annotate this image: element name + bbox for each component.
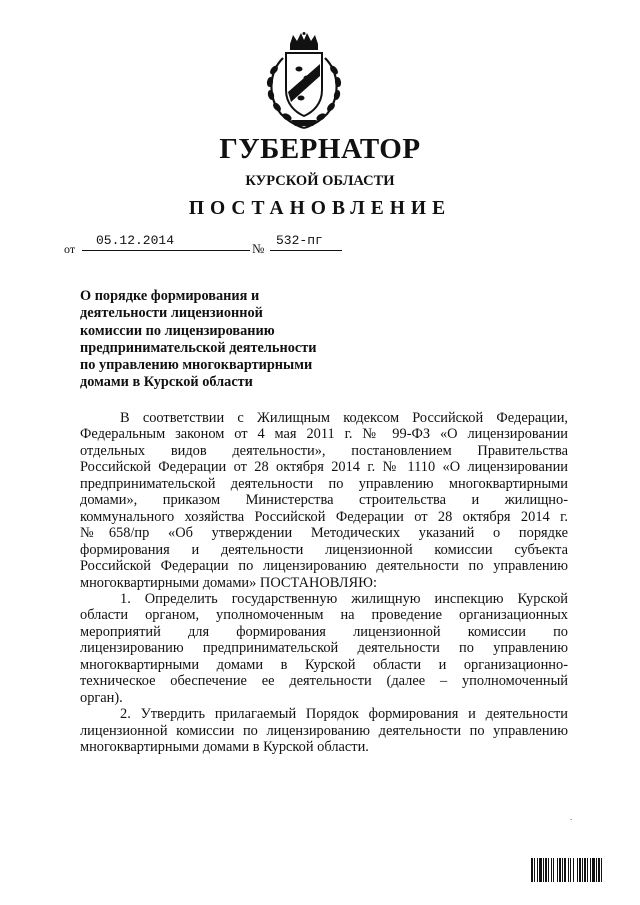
subject-line: О порядке формирования и xyxy=(80,288,260,304)
barcode-bar xyxy=(553,858,554,882)
barcode-bar xyxy=(598,858,600,882)
body-line: многоквартирными домами в Курской области и организационно- xyxy=(80,656,568,673)
number-sign: № xyxy=(252,241,265,256)
body-line: Российской Федерации от 28 октября 2014 г. № 1110 «О лицензировании xyxy=(80,459,568,476)
barcode-bar xyxy=(548,858,549,882)
body-line: 2. Утвердить прилагаемый Порядок формирования и деятельности xyxy=(120,706,568,723)
barcode-bar xyxy=(539,858,542,882)
barcode-bar xyxy=(584,858,586,882)
body-line: области органом, уполномоченным на проведение организационных xyxy=(80,607,568,624)
subject-line: комиссии по лицензированию xyxy=(80,322,275,339)
body-line: предпринимательской деятельности по управлению многоквартирными xyxy=(80,475,568,492)
barcode-bar xyxy=(557,858,558,882)
barcode-bar xyxy=(534,858,535,882)
document-title: ГУБЕРНАТОР xyxy=(219,133,421,165)
barcode-bar xyxy=(537,858,538,882)
body-line: техническое обеспечение ее деятельности (далее – уполномоченный xyxy=(80,673,568,690)
body-line: домами», приказом Министерства строительства и жилищно- xyxy=(80,492,568,509)
body-line: многоквартирными домами» ПОСТАНОВЛЯЮ: xyxy=(80,574,377,591)
barcode-bar xyxy=(559,858,561,882)
margin-mark: . xyxy=(570,812,573,822)
date-from-label: от xyxy=(64,242,76,256)
body-line: лицензионной комиссии по лицензированию деятельности по управлению xyxy=(80,722,568,739)
barcode-bar xyxy=(551,858,552,882)
body-line: отдельных видов деятельности», постановлением Правительства xyxy=(80,442,568,459)
date-number-line xyxy=(64,233,364,263)
document-body xyxy=(80,410,568,756)
coat-of-arms-emblem xyxy=(263,32,345,132)
barcode-bar xyxy=(545,858,547,882)
document-number: 532-пг xyxy=(270,233,342,251)
body-line: 1. Определить государственную жилищную инспекцию Курской xyxy=(120,590,568,607)
barcode-bar xyxy=(564,858,566,882)
barcode-bar xyxy=(568,858,569,882)
body-line: №658/пр «Об утверждении Методических указаний о порядке xyxy=(80,525,568,542)
barcode-bar xyxy=(592,858,595,882)
barcode-bar xyxy=(577,858,578,882)
body-line: Российской Федерации по лицензированию деятельности по управлению xyxy=(80,558,568,575)
barcode-bar xyxy=(587,858,588,882)
body-line: формирования и деятельности лицензионной комиссии субъекта xyxy=(80,541,568,558)
document-date: 05.12.2014 xyxy=(82,233,250,251)
barcode-bar xyxy=(570,858,571,882)
barcode xyxy=(531,858,625,882)
subject-line: предпринимательской деятельности xyxy=(80,339,317,356)
body-line: лицензированию предпринимательской деятельности по управлению xyxy=(80,640,568,657)
region-name: КУРСКОЙ ОБЛАСТИ xyxy=(245,173,395,189)
barcode-bar xyxy=(582,858,583,882)
subject-line: домами в Курской области xyxy=(80,374,253,391)
body-line: В соответствии с Жилищным кодексом Российской Федерации, xyxy=(120,410,568,426)
body-line: мероприятий для формирования лицензионной комиссии по xyxy=(80,623,568,640)
barcode-bar xyxy=(596,858,597,882)
barcode-bar xyxy=(562,858,563,882)
document-subject xyxy=(80,288,380,392)
barcode-bar xyxy=(590,858,591,882)
body-line: коммунального хозяйства Российской Федерации от 28 октября 2014 г. xyxy=(80,508,568,525)
barcode-bar xyxy=(601,858,602,882)
barcode-bar xyxy=(543,858,544,882)
barcode-bar xyxy=(531,858,533,882)
document-type: ПОСТАНОВЛЕНИЕ xyxy=(188,198,452,219)
body-line: многоквартирными домами в Курской области. xyxy=(80,739,369,756)
barcode-bar xyxy=(573,858,574,882)
subject-line: деятельности лицензионной xyxy=(80,305,263,322)
subject-line: по управлению многоквартирными xyxy=(80,357,313,374)
barcode-bar xyxy=(579,858,581,882)
body-line: орган). xyxy=(80,689,123,706)
body-line: Федеральным законом от 4 мая 2011 г. № 99-ФЗ «О лицензировании xyxy=(80,426,568,443)
